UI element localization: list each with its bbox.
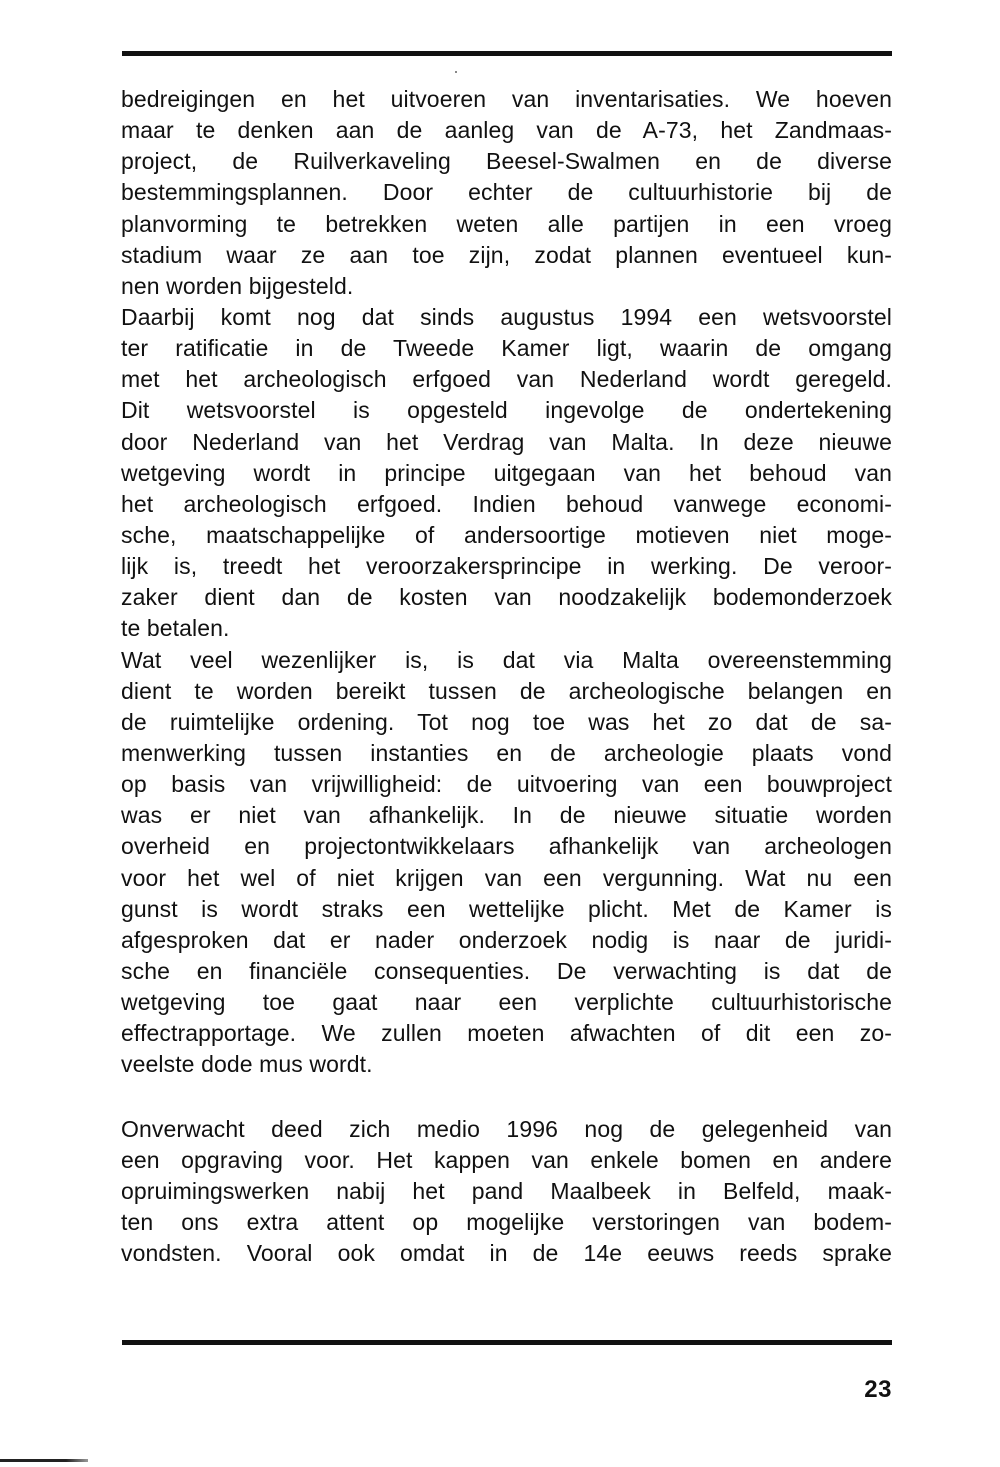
text-line: opruimingswerken nabij het pand Maalbeek in Belfeld, maak-	[121, 1177, 892, 1204]
scan-edge-mark	[0, 1459, 88, 1462]
text-line: effectrapportage. We zullen moeten afwachten of dit een zo-	[121, 1020, 892, 1047]
text-line: dient te worden bereikt tussen de archeologische belangen en	[121, 677, 892, 704]
paragraph	[121, 1114, 892, 1270]
text-line: de ruimtelijke ordening. Tot nog toe was het zo dat de sa-	[121, 708, 892, 735]
text-line: ter ratificatie in de Tweede Kamer ligt, waarin de omgang	[121, 335, 892, 362]
text-line: Onverwacht deed zich medio 1996 nog de gelegenheid van	[121, 1115, 892, 1142]
text-line: maar te denken aan de aanleg van de A-73, het Zandmaas-	[121, 117, 892, 144]
paragraph-gap	[121, 1081, 892, 1114]
text-line: te betalen.	[121, 615, 230, 642]
text-line: afgesproken dat er nader onderzoek nodig is naar de juridi-	[121, 926, 892, 953]
text-line: door Nederland van het Verdrag van Malta. In deze nieuwe	[121, 428, 892, 455]
text-line: was er niet van afhankelijk. In de nieuwe situatie worden	[121, 802, 892, 829]
text-line: veelste dode mus wordt.	[121, 1051, 373, 1078]
body-text	[121, 84, 892, 1269]
text-line: wetgeving wordt in principe uitgegaan van het behoud van	[121, 459, 892, 486]
text-line: overheid en projectontwikkelaars afhankelijk van archeologen	[121, 833, 892, 860]
text-line: ten ons extra attent op mogelijke verstoringen van bodem-	[121, 1208, 892, 1235]
text-line: wetgeving toe gaat naar een verplichte cultuurhistorische	[121, 989, 892, 1016]
text-line: menwerking tussen instanties en de archeologie plaats vond	[121, 739, 892, 766]
text-line: nen worden bijgesteld.	[121, 272, 354, 299]
page-number: 23	[864, 1376, 892, 1403]
text-line: bedreigingen en het uitvoeren van inventarisaties. We hoeven	[121, 86, 892, 112]
text-line: Dit wetsvoorstel is opgesteld ingevolge de ondertekening	[121, 397, 892, 424]
text-line: voor het wel of niet krijgen van een vergunning. Wat nu een	[121, 864, 892, 891]
text-line: planvorming te betrekken weten alle partijen in een vroeg	[121, 210, 892, 237]
text-line: sche en financiële consequenties. De verwachting is dat de	[121, 957, 892, 984]
text-line: vondsten. Vooral ook omdat in de 14e eeuws reeds sprake	[121, 1240, 892, 1267]
paragraph	[121, 645, 892, 1081]
text-line: gunst is wordt straks een wettelijke plicht. Met de Kamer is	[121, 895, 892, 922]
scan-speck	[455, 71, 457, 73]
text-line: project, de Ruilverkaveling Beesel-Swalmen en de diverse	[121, 148, 892, 175]
text-line: een opgraving voor. Het kappen van enkele bomen en andere	[121, 1146, 892, 1173]
text-line: stadium waar ze aan toe zijn, zodat plannen eventueel kun-	[121, 241, 892, 268]
text-line: op basis van vrijwilligheid: de uitvoering van een bouwproject	[121, 771, 892, 798]
text-line: bestemmingsplannen. Door echter de cultuurhistorie bij de	[121, 179, 892, 206]
text-line: zaker dient dan de kosten van noodzakelijk bodemonderzoek	[121, 584, 892, 611]
text-line: lijk is, treedt het veroorzakersprincipe in werking. De veroor-	[121, 553, 892, 580]
text-line: Daarbij komt nog dat sinds augustus 1994 een wetsvoorstel	[121, 303, 892, 330]
paragraph	[121, 84, 892, 302]
top-rule	[122, 51, 892, 56]
paragraph	[121, 302, 892, 645]
text-line: sche, maatschappelijke of andersoortige motieven niet moge-	[121, 521, 892, 548]
bottom-rule	[122, 1340, 892, 1345]
text-line: Wat veel wezenlijker is, is dat via Malta overeenstemming	[121, 646, 892, 673]
text-line: met het archeologisch erfgoed van Nederland wordt geregeld.	[121, 366, 892, 393]
text-line: het archeologisch erfgoed. Indien behoud vanwege economi-	[121, 490, 892, 517]
